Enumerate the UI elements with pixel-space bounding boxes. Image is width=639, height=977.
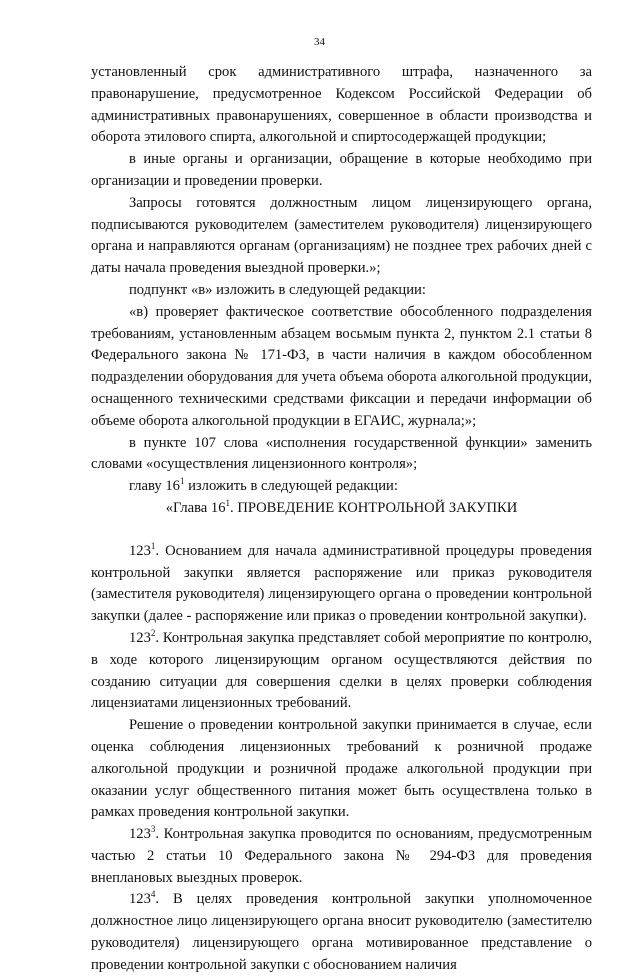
paragraph-123-2: $123^2$. Контрольная закупка представляет собой мероприятие по контролю, в ходе которого лицензирующим органом осуществляются действия по созданию ситуации для совершения сделки в целях проверки соблюдения лицензиатами лицензионных требований. [91, 627, 592, 712]
paragraph-fine-continuation: установленный срок административного штрафа, назначенного за правонарушение, предусмотренное Кодексом Российской Федерации об административных правонарушениях, совершенное в области производства и оборота этилового спирта, алкогольной и спиртосодержащей продукции; [91, 64, 592, 146]
paragraph-other-organs: в иные органы и организации, обращение в которые необходимо при организации и проведении проверки. [91, 151, 592, 189]
paragraph-123-1: $123^1$. Основанием для начала административной процедуры проведения контрольной закупки является распоряжение или приказ руководителя (заместителя руководителя) лицензирующего органа о проведении контрольной закупки (далее - распоряжение или приказ о проведении контрольной закупки). [91, 540, 592, 625]
paragraph-requests: Запросы готовятся должностным лицом лицензирующего органа, подписываются руководителем (заместителем руководителя) лицензирующего органа и направляются органам (организациям) не позднее трех рабочих дней с даты начала проведения выездной проверки.»; [91, 194, 592, 277]
document-body [91, 62, 592, 977]
paragraph-point-107: в пункте 107 слова «исполнения государственной функции» заменить словами «осуществления лицензионного контроля»; [91, 434, 592, 473]
page-number: 34 [314, 36, 325, 48]
paragraph-subpoint-v-intro: подпункт «в» изложить в следующей редакции: [129, 281, 426, 298]
paragraph-subpoint-v: «в) проверяет фактическое соответствие обособленного подразделения требованиям, установленным абзацем восьмым пункта 2, пунктом 2.1 статьи 8 Федерального закона № 171-ФЗ, в части наличия в каждом обособленном подразделении оборудования для учета объема оборота алкогольной продукции, оснащенного техническими средствами фиксации и передачи информации об объеме оборота алкогольной продукции в ЕГАИС, журнала;»; [91, 303, 592, 429]
paragraph-123-4: $123^4$. В целях проведения контрольной закупки уполномоченное должностное лицо лицензирующего органа вносит руководителю (заместителю руководителя) лицензирующего органа мотивированное представление о проведении контрольной закупки с обоснованием наличия [91, 889, 592, 973]
chapter-heading: «Глава $16^1$. ПРОВЕДЕНИЕ КОНТРОЛЬНОЙ ЗАКУПКИ [165, 497, 518, 516]
paragraph-123-3: $123^3$. Контрольная закупка проводится по основаниям, предусмотренным частью 2 статьи 10 Федерального закона № 294-ФЗ для проведения внеплановых выездных проверок. [91, 824, 592, 886]
paragraph-decision: Решение о проведении контрольной закупки принимается в случае, если оценка соблюдения лицензионных требований к розничной продаже алкогольной продукции и розничной продаже алкогольной продукции при оказании услуг общественного питания может быть осуществлена только в рамках проведения контрольной закупки. [91, 717, 592, 821]
paragraph-chapter-intro: главу $16^1$ изложить в следующей редакции: [129, 476, 398, 495]
